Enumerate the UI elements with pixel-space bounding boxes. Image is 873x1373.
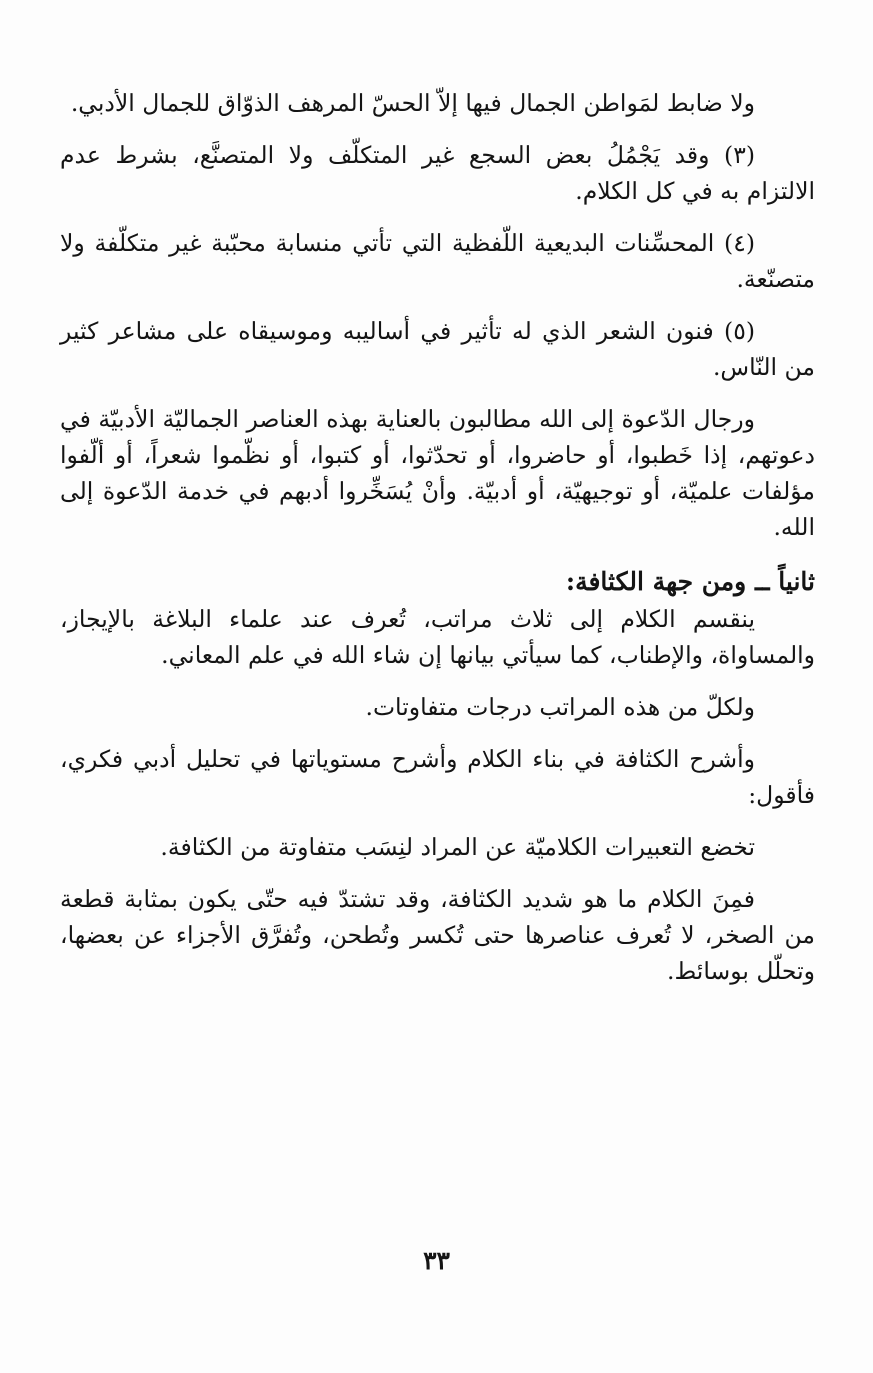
paragraph-three-levels: ينقسم الكلام إلى ثلاث مراتب، تُعرف عند علماء البلاغة بالإيجاز، والمساواة، والإطناب، كما سيأتي بيانها إن شاء الله في علم المعاني. (60, 605, 815, 670)
paragraph-dawah-men: ورجال الدّعوة إلى الله مطالبون بالعناية بهذه العناصر الجماليّة الأدبيّة في دعوتهم، إذا خَطبوا، أو حاضروا، أو تحدّثوا، أو كتبوا، أو نظّموا شعراً، أو ألّفوا مؤلفات علميّة، أو توجيهيّة، أو أدبيّة. وأنْ يُسَخِّروا أدبهم في خدمة الدّعوة إلى الله. (60, 404, 815, 541)
page-number: ٣٣ (423, 1246, 450, 1275)
paragraph-degrees: ولكلّ من هذه المراتب درجات متفاوتات. (365, 693, 755, 722)
paragraph-expressions: تخضع التعبيرات الكلاميّة عن المراد لنِسَب متفاوتة من الكثافة. (160, 833, 755, 862)
paragraph-item-5: (٥) فنون الشعر الذي له تأثير في أساليبه وموسيقاه على مشاعر كثير من النّاس. (60, 316, 815, 381)
paragraph-aesthetic-sense: ولا ضابط لمَواطن الجمال فيها إلاّ الحسّ المرهف الذوّاق للجمال الأدبي. (70, 89, 755, 117)
section-heading: ثانياً ــ ومن جهة الكثافة: (565, 567, 815, 597)
paragraph-item-3: (٣) وقد يَجْمُلُ بعض السجع غير المتكلّف ولا المتصنَّع، بشرط عدم الالتزام به في كل الكلام. (60, 140, 815, 205)
paragraph-dense-speech: فمِنَ الكلام ما هو شديد الكثافة، وقد تشتدّ فيه حتّى يكون بمثابة قطعة من الصخر، لا تُعرف عناصرها حتى تُكسر وتُطحن، وتُفرَّق الأجزاء عن بعضها، وتحلّل بوسائط. (60, 885, 815, 986)
paragraph-explain-density: وأشرح الكثافة في بناء الكلام وأشرح مستوياتها في تحليل أدبي فكري، فأقول: (60, 745, 815, 810)
paragraph-item-4: (٤) المحسِّنات البديعية اللّفظية التي تأتي منسابة محبّبة غير متكلّفة ولا متصنّعة. (60, 228, 815, 293)
